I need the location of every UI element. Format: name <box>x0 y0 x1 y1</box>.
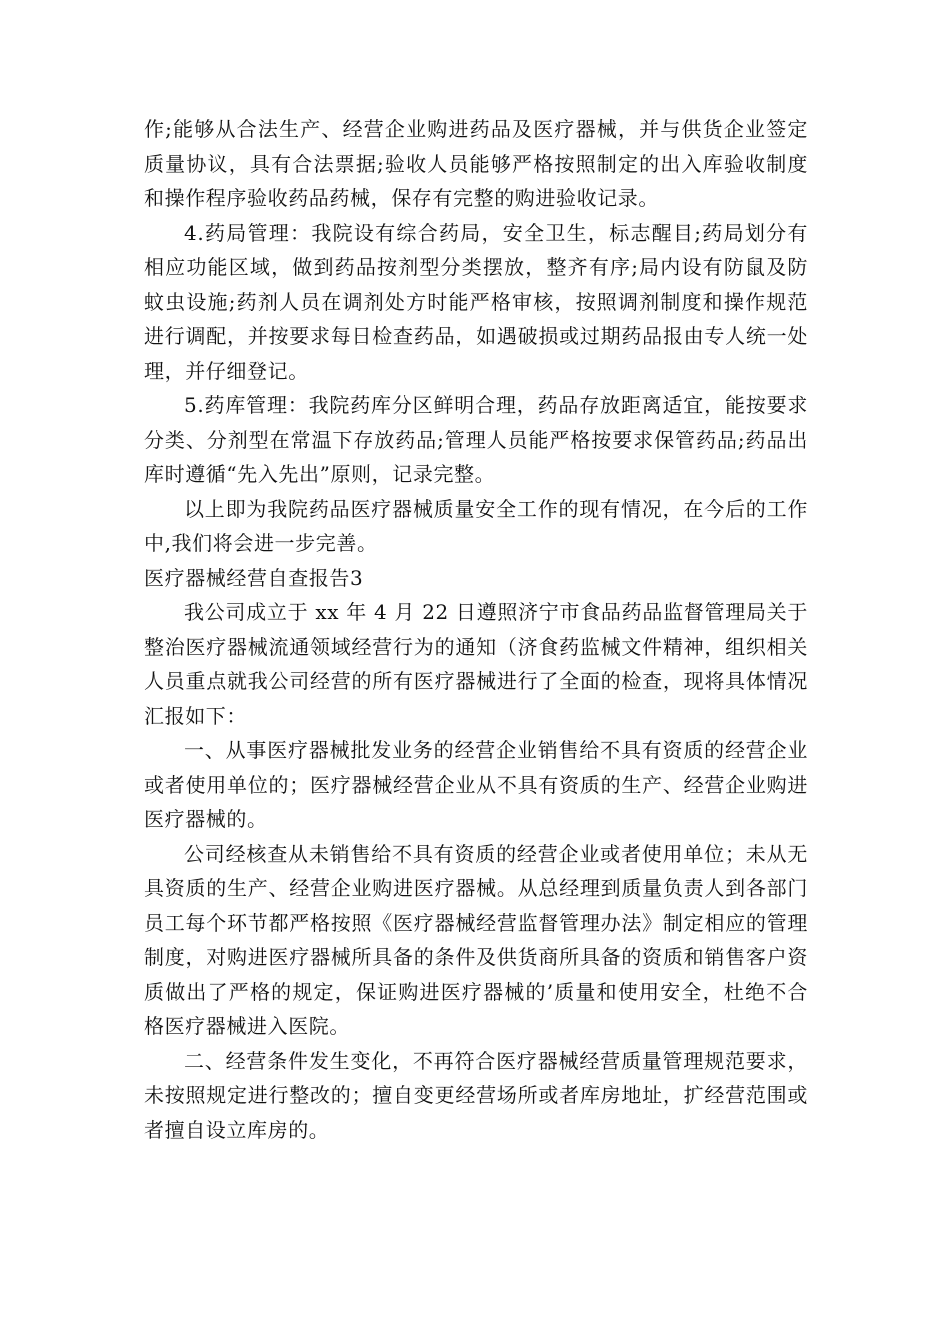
paragraph-warehouse-management: 5.药库管理：我院药库分区鲜明合理，药品存放距离适宜，能按要求分类、分剂型在常温下存放药品;管理人员能严格按要求保管药品;药品出库时遵循“先入先出”原则，记录完整。 <box>144 393 808 486</box>
paragraph-procurement-continued: 作;能够从合法生产、经营企业购进药品及医疗器械，并与供货企业签定质量协议，具有合法票据;验收人员能够严格按照制定的出入库验收制度和操作程序验收药品药械，保存有完整的购进验收记录。 <box>144 117 808 210</box>
paragraph-pharmacy-management: 4.药局管理：我院设有综合药局，安全卫生，标志醒目;药局划分有相应功能区域，做到药品按剂型分类摆放，整齐有序;局内设有防鼠及防蚊虫设施;药剂人员在调剂处方时能严格审核，按照调剂制度和操作规范进行调配，并按要求每日检查药品，如遇破损或过期药品报由专人统一处理，并仔细登记。 <box>144 220 808 383</box>
section-heading-report-3: 医疗器械经营自查报告3 <box>144 565 364 590</box>
document-body <box>144 112 808 1147</box>
paragraph-item-two: 二、经营条件发生变化，不再符合医疗器械经营质量管理规范要求，未按照规定进行整改的；擅自变更经营场所或者库房地址，扩经营范围或者擅自设立库房的。 <box>144 1048 808 1142</box>
paragraph-item-one: 一、从事医疗器械批发业务的经营企业销售给不具有资质的经营企业或者使用单位的；医疗器械经营企业从不具有资质的生产、经营企业购进医疗器械的。 <box>144 738 808 831</box>
paragraph-company-intro: 我公司成立于 xx 年 4 月 22 日遵照济宁市食品药品监督管理局关于整治医疗器械流通领域经营行为的通知（济食药监械文件精神，组织相关人员重点就我公司经营的所有医疗器械进行了全面的检查，现将具体情况汇报如下： <box>144 600 808 728</box>
paragraph-item-one-result: 公司经核查从未销售给不具有资质的经营企业或者使用单位；未从无具资质的生产、经营企业购进医疗器械。从总经理到质量负责人到各部门员工每个环节都严格按照《医疗器械经营监督管理办法》制定相应的管理制度，对购进医疗器械所具备的条件及供货商所具备的资质和销售客户资质做出了严格的规定，保证购进医疗器械的’质量和使用安全，杜绝不合格医疗器械进入医院。 <box>144 841 808 1038</box>
paragraph-summary: 以上即为我院药品医疗器械质量安全工作的现有情况，在今后的工作中,我们将会进一步完善。 <box>144 496 808 555</box>
